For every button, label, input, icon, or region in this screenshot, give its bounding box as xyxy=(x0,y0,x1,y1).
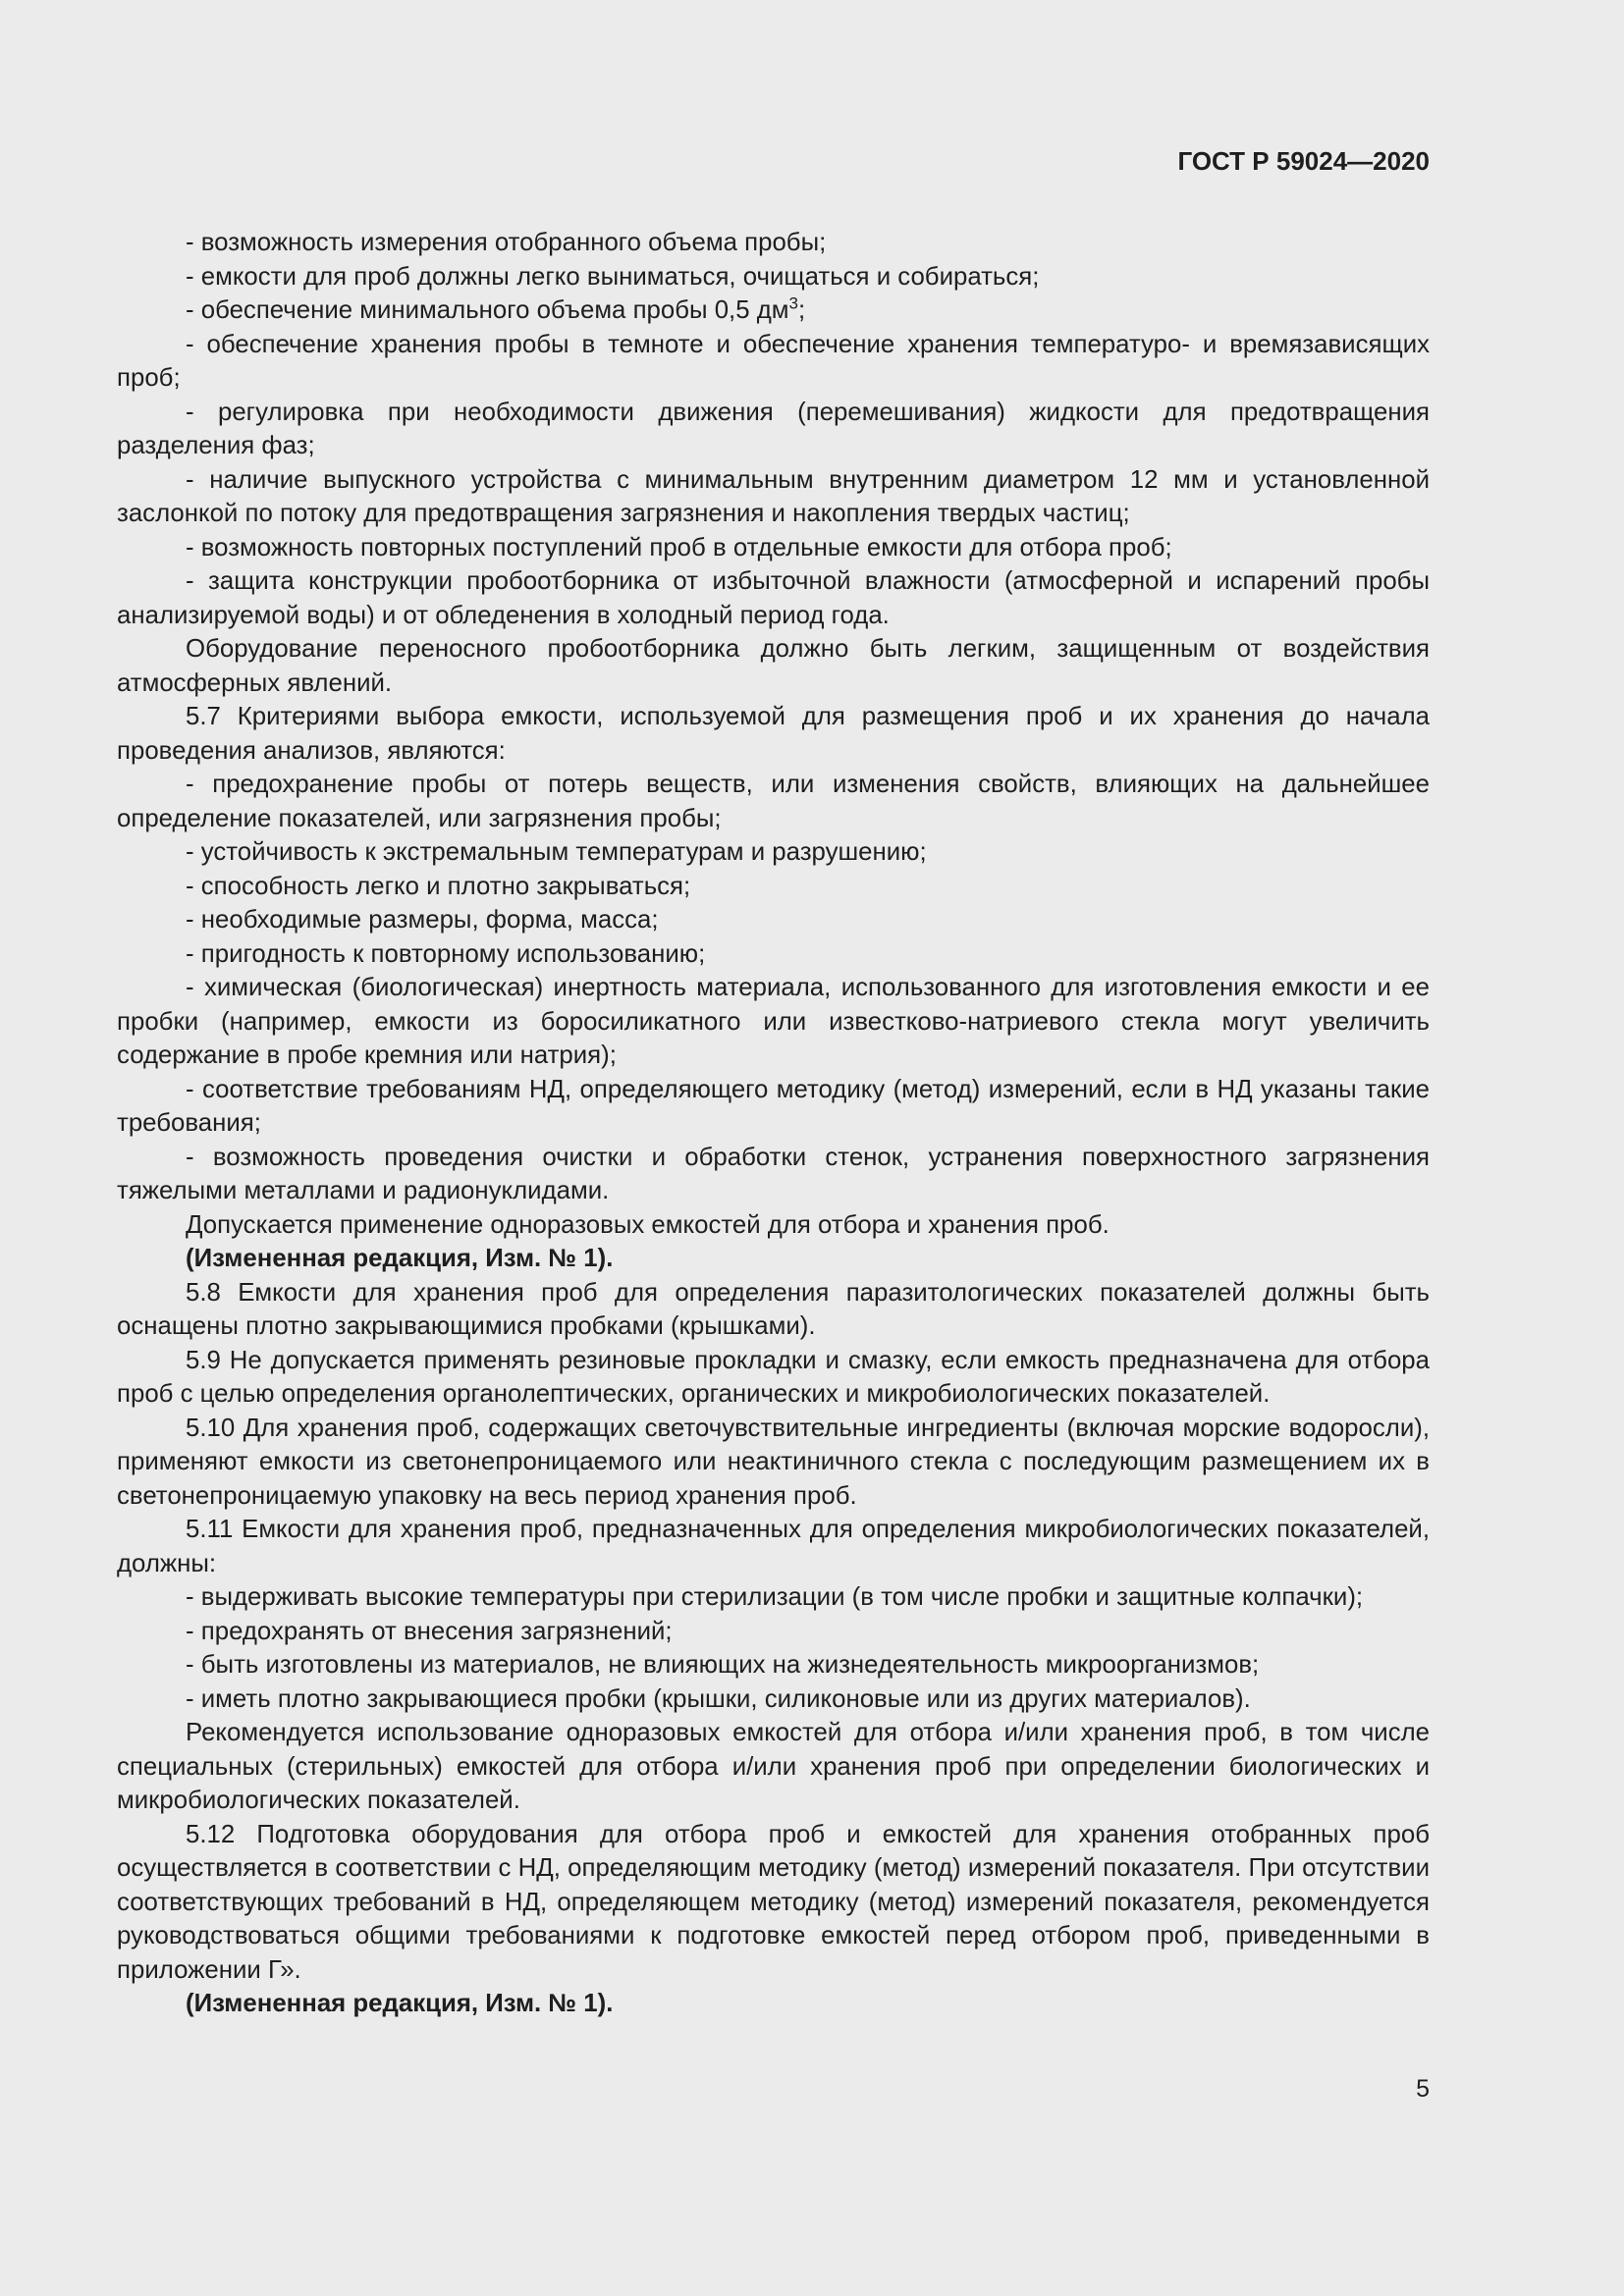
paragraph: - обеспечение хранения пробы в темноте и обеспечение хранения температуро- и времязависящих проб; xyxy=(117,330,1430,392)
paragraph: - химическая (биологическая) инертность материала, использованного для изготовления емкости и ее пробки (например, емкости из боросиликатного или известково-натриевого стекла могут увеличить содержание в пробе кремния или натрия); xyxy=(117,974,1430,1069)
paragraph: - необходимые размеры, форма, масса; xyxy=(186,906,659,934)
paragraph: Допускается применение одноразовых емкостей для отбора и хранения проб. xyxy=(186,1210,1110,1239)
section-5-12: 5.12 Подготовка оборудования для отбора проб и емкостей для хранения отобранных проб осуществляется в соответствии с НД, определяющим методику (метод) измерений показателя. При отсутствии соответствующих требований в НД, определяющем методику (метод) измерений показателя, рекомендуется руководствоваться общими требованиями к подготовке емкостей перед отбором проб, приведенными в приложении Г». xyxy=(117,1820,1430,1984)
superscript-unit: 3 xyxy=(788,294,798,313)
paragraph: - выдерживать высокие температуры при стерилизации (в том числе пробки и защитные колпачки); xyxy=(186,1583,1364,1611)
section-5-9: 5.9 Не допускается применять резиновые прокладки и смазку, если емкость предназначена для отбора проб с целью определения органолептических, органических и микробиологических показателей. xyxy=(117,1346,1430,1408)
paragraph-min-volume xyxy=(117,294,1430,328)
paragraph: - емкости для проб должны легко выниматься, очищаться и собираться; xyxy=(186,262,1040,291)
paragraph: - возможность измерения отобранного объема пробы; xyxy=(186,229,827,256)
page-number: 5 xyxy=(1416,2075,1430,2103)
section-5-11: 5.11 Емкости для хранения проб, предназначенных для определения микробиологических показателей, должны: xyxy=(117,1516,1430,1577)
paragraph: - пригодность к повторному использованию; xyxy=(186,939,706,968)
paragraph: - устойчивость к экстремальным температурам и разрушению; xyxy=(186,838,927,866)
document-code-header: ГОСТ Р 59024—2020 xyxy=(1177,146,1430,176)
paragraph: - защита конструкции пробоотборника от избыточной влажности (атмосферной и испарений пробы анализируемой воды) и от обледенения в холодный период года. xyxy=(117,567,1430,629)
paragraph: Рекомендуется использование одноразовых емкостей для отбора и/или хранения проб, в том числе специальных (стерильных) емкостей для отбора и/или хранения проб при определении биологических и микробиологических показателей. xyxy=(117,1719,1430,1814)
paragraph: - соответствие требованиям НД, определяющего методику (метод) измерений, если в НД указаны такие требования; xyxy=(117,1075,1430,1137)
paragraph: - возможность проведения очистки и обработки стенок, устранения поверхностного загрязнения тяжелыми металлами и радионуклидами. xyxy=(117,1143,1430,1204)
paragraph: - быть изготовлены из материалов, не влияющих на жизнедеятельность микроорганизмов; xyxy=(186,1651,1260,1679)
paragraph: - предохранение пробы от потерь веществ, или изменения свойств, влияющих на дальнейшее определение показателей, или загрязнения пробы; xyxy=(117,771,1430,832)
paragraph: - предохранять от внесения загрязнений; xyxy=(186,1617,673,1645)
section-5-10: 5.10 Для хранения проб, содержащих светочувствительные ингредиенты (включая морские водоросли), применяют емкости из светонепроницаемого или неактиничного стекла с последующим размещением их в светонепроницаемую упаковку на весь период хранения проб. xyxy=(117,1414,1430,1510)
section-5-8: 5.8 Емкости для хранения проб для определения паразитологических показателей должны быть оснащены плотно закрывающимися пробками (крышками). xyxy=(117,1278,1430,1340)
paragraph: - регулировка при необходимости движения (перемешивания) жидкости для предотвращения разделения фаз; xyxy=(117,398,1430,459)
paragraph: - наличие выпускного устройства с минимальным внутренним диаметром 12 мм и установленной заслонкой по потоку для предотвращения загрязнения и накопления твердых частиц; xyxy=(117,465,1430,527)
document-body xyxy=(117,226,1430,2021)
paragraph-text: - обеспечение минимального объема пробы 0,5 дм xyxy=(186,296,789,324)
paragraph-punctuation: ; xyxy=(798,296,806,324)
amendment-note: (Измененная редакция, Изм. № 1). xyxy=(186,1990,614,2017)
paragraph: - иметь плотно закрывающиеся пробки (крышки, силиконовые или из других материалов). xyxy=(186,1684,1251,1713)
paragraph: Оборудование переносного пробоотборника должно быть легким, защищенным от воздействия атмосферных явлений. xyxy=(117,635,1430,697)
amendment-note: (Измененная редакция, Изм. № 1). xyxy=(186,1245,614,1272)
paragraph: - возможность повторных поступлений проб в отдельные емкости для отбора проб; xyxy=(186,533,1172,561)
section-5-7: 5.7 Критериями выбора емкости, используемой для размещения проб и их хранения до начала проведения анализов, являются: xyxy=(117,703,1430,765)
paragraph: - способность легко и плотно закрываться; xyxy=(186,872,691,900)
